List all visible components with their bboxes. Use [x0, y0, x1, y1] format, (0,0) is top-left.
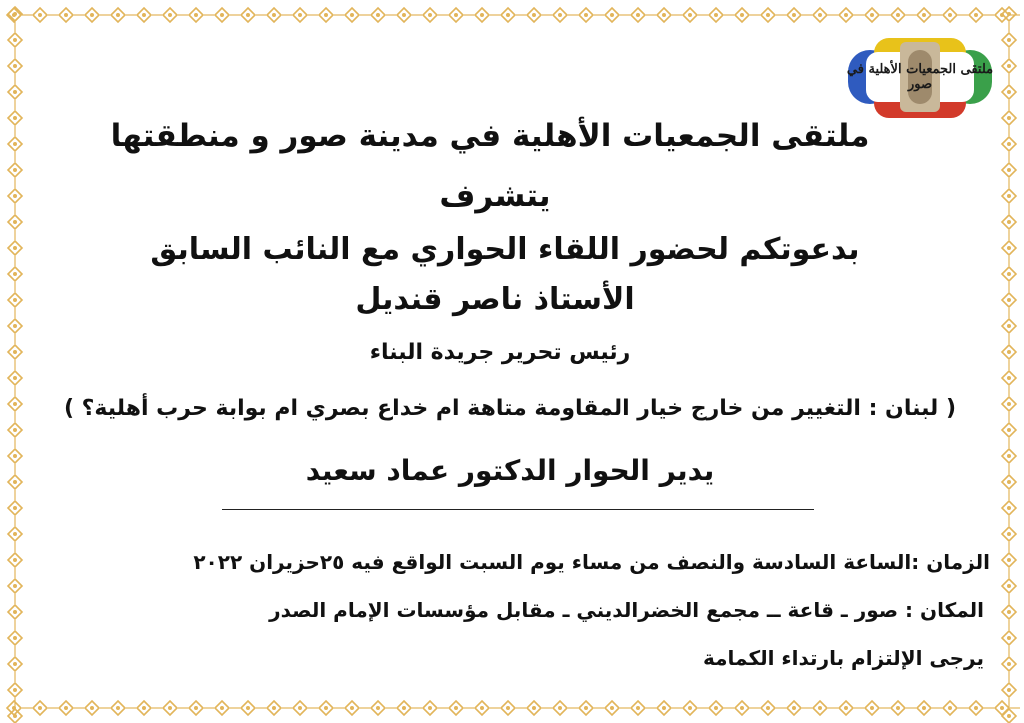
ornament-diamond-icon: [163, 701, 188, 715]
ornament-diamond-icon: [293, 8, 318, 22]
ornament-diamond-icon: [8, 709, 22, 723]
ornament-diamond-icon: [241, 8, 266, 22]
ornament-diamond-icon: [137, 701, 162, 715]
ornament-diamond-icon: [8, 423, 22, 448]
ornament-diamond-icon: [475, 8, 500, 22]
ornament-diamond-icon: [8, 605, 22, 630]
ornament-diamond-icon: [111, 8, 136, 22]
ornament-diamond-icon: [85, 8, 110, 22]
ornament-diamond-icon: [917, 701, 942, 715]
ornament-diamond-icon: [657, 8, 682, 22]
ornament-diamond-icon: [1002, 59, 1016, 84]
ornament-diamond-icon: [1002, 501, 1016, 526]
ornament-diamond-icon: [605, 8, 630, 22]
ornament-diamond-icon: [839, 701, 864, 715]
ornament-diamond-icon: [215, 8, 240, 22]
ornament-diamond-icon: [449, 701, 474, 715]
ornament-diamond-icon: [397, 8, 422, 22]
ornament-diamond-icon: [137, 8, 162, 22]
logo-text: ملتقى الجمعيات الأهلية في صور: [846, 62, 994, 92]
ornament-diamond-icon: [1002, 33, 1016, 58]
title-invitation: بدعوتكم لحضور اللقاء الحواري مع النائب السابق: [150, 232, 860, 267]
ornament-diamond-icon: [267, 8, 292, 22]
ornament-diamond-icon: [1002, 345, 1016, 370]
ornament-diamond-icon: [8, 683, 22, 708]
ornament-diamond-icon: [8, 85, 22, 110]
event-time: الزمان :الساعة السادسة والنصف من مساء يوم السبت الواقع فيه ٢٥حزيران ٢٠٢٢: [193, 550, 990, 574]
ornament-diamond-icon: [1002, 293, 1016, 318]
ornament-diamond-icon: [761, 8, 786, 22]
ornament-diamond-icon: [527, 8, 552, 22]
title-speaker-role: رئيس تحرير جريدة البناء: [369, 340, 631, 365]
ornament-diamond-icon: [1002, 319, 1016, 344]
ornament-diamond-icon: [85, 701, 110, 715]
ornament-diamond-icon: [709, 701, 734, 715]
ornament-diamond-icon: [1002, 631, 1016, 656]
ornament-diamond-icon: [1002, 605, 1016, 630]
ornament-diamond-icon: [8, 345, 22, 370]
ornament-diamond-icon: [1002, 423, 1016, 448]
ornament-diamond-icon: [8, 293, 22, 318]
ornament-diamond-icon: [1002, 527, 1016, 552]
ornament-diamond-icon: [1002, 137, 1016, 162]
title-speaker-name: الأستاذ ناصر قنديل: [355, 282, 635, 317]
ornament-diamond-icon: [59, 8, 84, 22]
ornament-diamond-icon: [215, 701, 240, 715]
bottom-ornament-border: [0, 693, 1024, 723]
ornament-diamond-icon: [397, 701, 422, 715]
ornament-diamond-icon: [1002, 85, 1016, 110]
ornament-diamond-icon: [657, 701, 682, 715]
ornament-diamond-icon: [1002, 709, 1016, 723]
ornament-diamond-icon: [761, 701, 786, 715]
ornament-diamond-icon: [1002, 7, 1016, 32]
ornament-diamond-icon: [735, 8, 760, 22]
ornament-diamond-icon: [631, 701, 656, 715]
ornament-diamond-icon: [839, 8, 864, 22]
ornament-diamond-icon: [631, 8, 656, 22]
ornament-diamond-icon: [683, 701, 708, 715]
ornament-diamond-icon: [683, 8, 708, 22]
ornament-diamond-icon: [8, 163, 22, 188]
ornament-diamond-icon: [8, 111, 22, 136]
ornament-diamond-icon: [969, 8, 994, 22]
ornament-diamond-icon: [8, 501, 22, 526]
ornament-diamond-icon: [1002, 683, 1016, 708]
ornament-diamond-icon: [449, 8, 474, 22]
ornament-diamond-icon: [891, 8, 916, 22]
ornament-diamond-icon: [1002, 579, 1016, 604]
ornament-diamond-icon: [579, 8, 604, 22]
ornament-diamond-icon: [891, 701, 916, 715]
ornament-diamond-icon: [8, 241, 22, 266]
ornament-diamond-icon: [501, 701, 526, 715]
top-ornament-border: [0, 0, 1024, 30]
ornament-diamond-icon: [241, 701, 266, 715]
ornament-diamond-icon: [423, 701, 448, 715]
ornament-diamond-icon: [865, 8, 890, 22]
ornament-diamond-icon: [943, 701, 968, 715]
ornament-diamond-icon: [8, 371, 22, 396]
ornament-diamond-icon: [371, 701, 396, 715]
title-organization: ملتقى الجمعيات الأهلية في مدينة صور و منطقتها: [110, 118, 870, 154]
ornament-diamond-icon: [8, 657, 22, 682]
ornament-diamond-icon: [371, 8, 396, 22]
ornament-diamond-icon: [1002, 371, 1016, 396]
ornament-diamond-icon: [8, 189, 22, 214]
ornament-diamond-icon: [8, 527, 22, 552]
ornament-diamond-icon: [33, 8, 58, 22]
ornament-diamond-icon: [1002, 657, 1016, 682]
title-honored: يتشرف: [439, 178, 551, 214]
ornament-diamond-icon: [1002, 449, 1016, 474]
ornament-diamond-icon: [8, 397, 22, 422]
ornament-diamond-icon: [709, 8, 734, 22]
ornament-diamond-icon: [8, 319, 22, 344]
right-ornament-border: [994, 0, 1024, 723]
ornament-diamond-icon: [293, 701, 318, 715]
ornament-diamond-icon: [8, 631, 22, 656]
ornament-diamond-icon: [8, 7, 22, 32]
ornament-diamond-icon: [189, 701, 214, 715]
ornament-diamond-icon: [813, 8, 838, 22]
ornament-diamond-icon: [475, 701, 500, 715]
ornament-diamond-icon: [943, 8, 968, 22]
left-ornament-border: [0, 0, 30, 723]
ornament-diamond-icon: [735, 701, 760, 715]
ornament-diamond-icon: [553, 8, 578, 22]
ornament-diamond-icon: [8, 267, 22, 292]
ornament-diamond-icon: [1002, 241, 1016, 266]
ornament-diamond-icon: [319, 701, 344, 715]
ornament-diamond-icon: [1002, 267, 1016, 292]
ornament-diamond-icon: [8, 33, 22, 58]
ornament-diamond-icon: [8, 59, 22, 84]
discussion-topic: ( لبنان : التغيير من خارج خيار المقاومة متاهة ام خداع بصري ام بوابة حرب أهلية؟ ): [63, 396, 957, 421]
ornament-diamond-icon: [8, 137, 22, 162]
ornament-diamond-icon: [1002, 215, 1016, 240]
divider-line: [222, 509, 814, 510]
ornament-diamond-icon: [917, 8, 942, 22]
ornament-diamond-icon: [33, 701, 58, 715]
ornament-diamond-icon: [8, 553, 22, 578]
ornament-diamond-icon: [787, 8, 812, 22]
ornament-diamond-icon: [813, 701, 838, 715]
ornament-diamond-icon: [501, 8, 526, 22]
ornament-diamond-icon: [1002, 189, 1016, 214]
ornament-diamond-icon: [1002, 475, 1016, 500]
ornament-diamond-icon: [865, 701, 890, 715]
ornament-diamond-icon: [8, 215, 22, 240]
ornament-diamond-icon: [1002, 163, 1016, 188]
ornament-diamond-icon: [423, 8, 448, 22]
ornament-diamond-icon: [59, 701, 84, 715]
ornament-diamond-icon: [527, 701, 552, 715]
ornament-diamond-icon: [1002, 397, 1016, 422]
ornament-diamond-icon: [8, 475, 22, 500]
ornament-diamond-icon: [969, 701, 994, 715]
ornament-diamond-icon: [579, 701, 604, 715]
event-place: المكان : صور ـ قاعة ــ مجمع الخضرالديني ـ مقابل مؤسسات الإمام الصدر: [269, 598, 984, 622]
ornament-diamond-icon: [787, 701, 812, 715]
ornament-diamond-icon: [111, 701, 136, 715]
ornament-diamond-icon: [345, 8, 370, 22]
ornament-diamond-icon: [345, 701, 370, 715]
ornament-diamond-icon: [189, 8, 214, 22]
ornament-diamond-icon: [1002, 553, 1016, 578]
ornament-diamond-icon: [319, 8, 344, 22]
ornament-diamond-icon: [8, 579, 22, 604]
ornament-diamond-icon: [267, 701, 292, 715]
ornament-diamond-icon: [163, 8, 188, 22]
ornament-diamond-icon: [553, 701, 578, 715]
ornament-diamond-icon: [605, 701, 630, 715]
moderator-line: يدير الحوار الدكتور عماد سعيد: [305, 454, 715, 487]
mask-notice: يرجى الإلتزام بارتداء الكمامة: [703, 646, 984, 670]
logo: [846, 32, 994, 122]
ornament-diamond-icon: [8, 449, 22, 474]
ornament-diamond-icon: [1002, 111, 1016, 136]
